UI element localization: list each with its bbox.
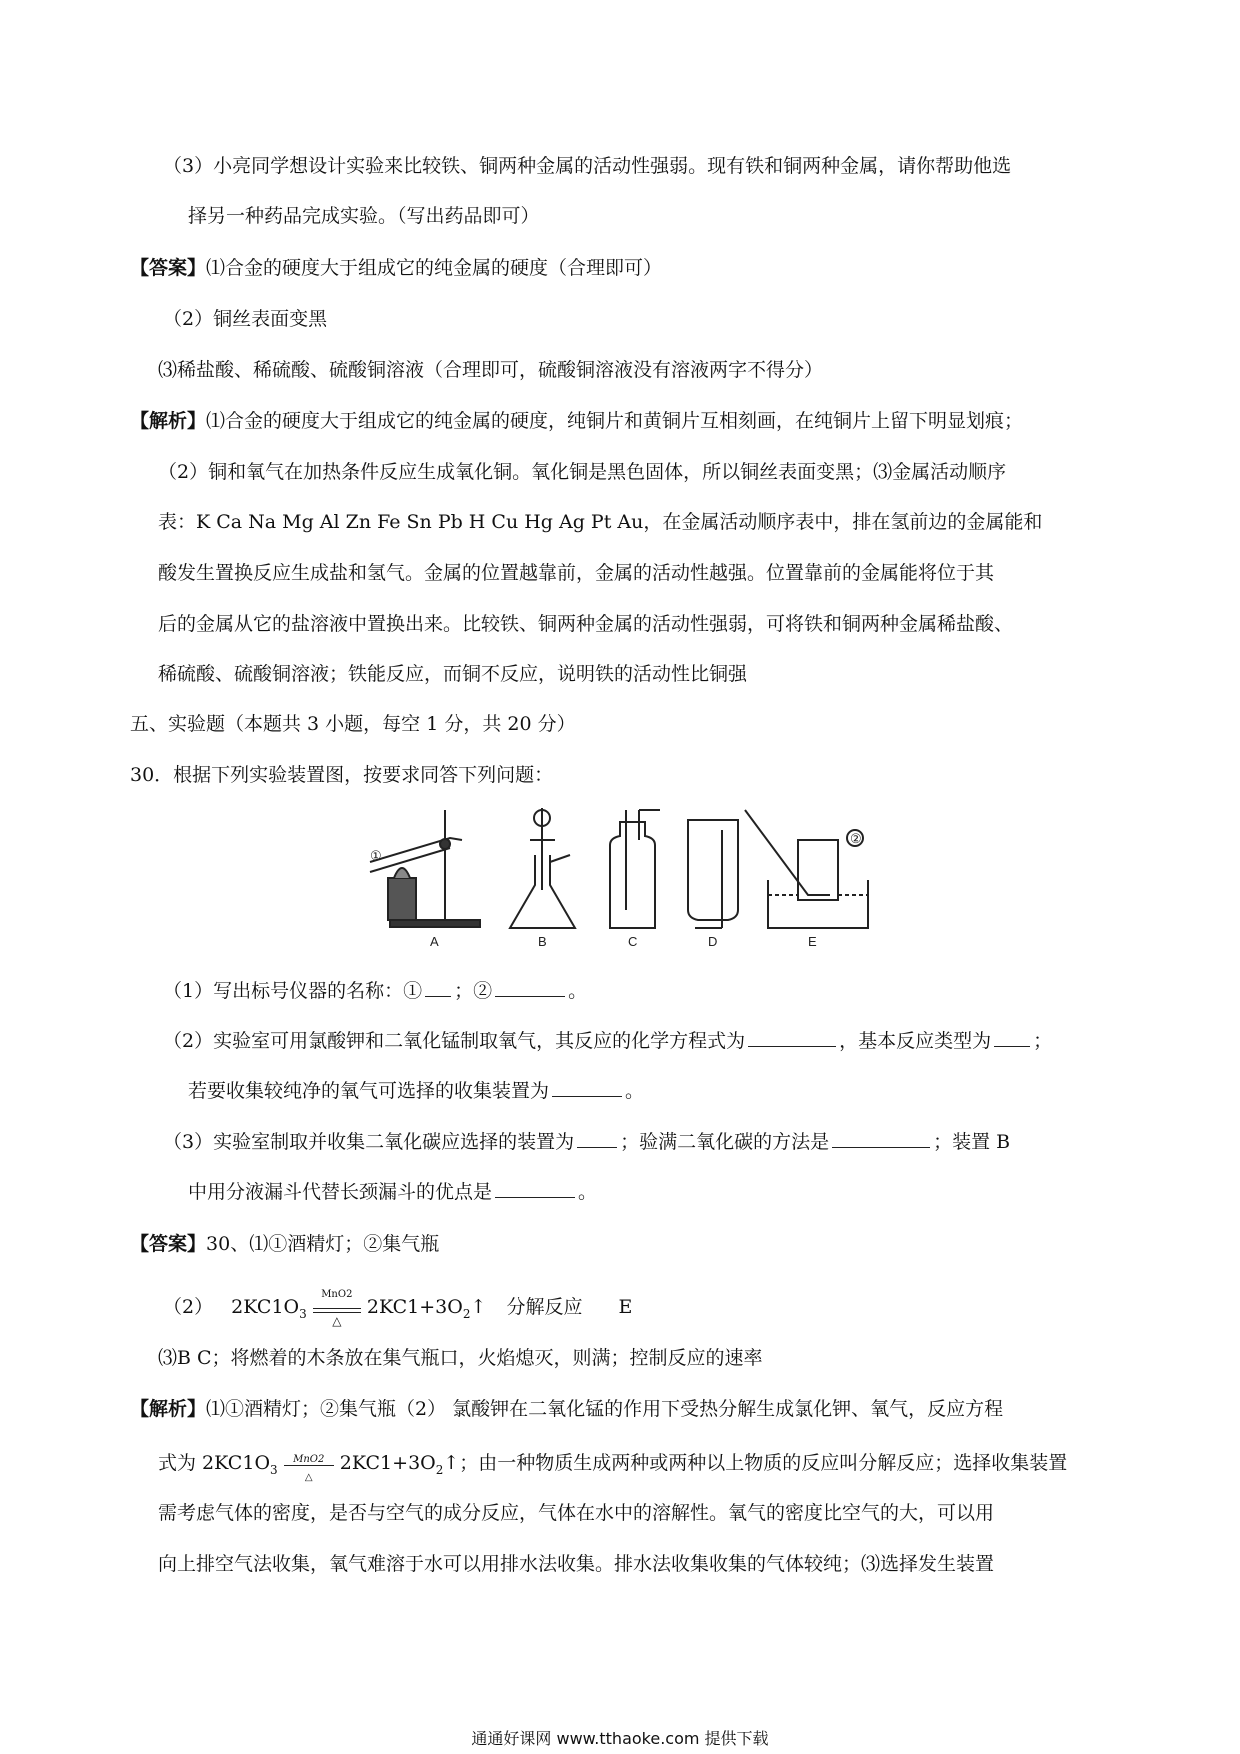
answer-part-label: （2） — [163, 1296, 214, 1318]
blank-1 — [425, 978, 451, 997]
q30-stem: 30．根据下列实验装置图，按要求同答下列问题： — [130, 764, 554, 786]
apparatus-e — [745, 810, 868, 928]
analysis-text: ⑴合金的硬度大于组成它的纯金属的硬度，纯铜片和黄铜片互相刻画，在纯铜片上留下明显划痕； — [206, 410, 1024, 432]
blank-3 — [748, 1028, 836, 1047]
q30-p2-text-a: （2）实验室可用氯酸钾和二氧化锰制取氧气，其反应的化学方程式为 — [163, 1030, 746, 1052]
q30-part2-line2 — [188, 1078, 644, 1104]
analysis-text: ⑴①酒精灯；②集气瓶（2） 氯酸钾在二氧化锰的作用下受热分解生成氯化钾、氧气，反应方程 — [206, 1398, 1004, 1420]
analysis-text: 2KC1+3O — [339, 1452, 436, 1474]
answer-text: ⑴合金的硬度大于组成它的纯金属的硬度（合理即可） — [206, 257, 663, 279]
label-d: D — [708, 934, 718, 949]
q29-answer-line2: （2）铜丝表面变黑 — [163, 308, 328, 330]
q30-part2-line1 — [163, 1028, 1052, 1054]
heat-symbol: △ — [332, 1313, 342, 1328]
blank-7 — [832, 1129, 930, 1148]
q29-analysis-line1 — [130, 408, 1023, 434]
subscript: 3 — [299, 1306, 307, 1321]
blank-5 — [552, 1078, 622, 1097]
q30-p3-text-d: 中用分液漏斗代替长颈漏斗的优点是 — [188, 1181, 493, 1203]
q30-p3-text-e: 。 — [578, 1181, 598, 1203]
subscript: 2 — [462, 1306, 471, 1321]
q29-part3-line1: （3）小亮同学想设计实验来比较铁、铜两种金属的活动性强弱。现有铁和铜两种金属，请你帮助他选 — [163, 155, 1012, 177]
q29-part3-line2: 择另一种药品完成实验。（写出药品即可） — [188, 205, 540, 227]
q30-analysis-line1 — [130, 1396, 1003, 1422]
q30-analysis-line2 — [158, 1450, 1067, 1483]
label-b: B — [538, 934, 547, 949]
q30-answer-line3: ⑶B C；将燃着的木条放在集气瓶口，火焰熄灭，则满；控制反应的速率 — [158, 1347, 763, 1369]
q30-p1-text-c: 。 — [568, 980, 588, 1002]
reaction-type: 分解反应 — [506, 1296, 583, 1318]
q29-analysis-line2: （2）铜和氧气在加热条件反应生成氧化铜。氧化铜是黑色固体，所以铜丝表面变黑；⑶金属活动顺序 — [158, 461, 1007, 483]
answer-tag: 【答案】 — [130, 257, 207, 279]
subscript: 2 — [435, 1462, 444, 1477]
q29-answer-line1 — [130, 255, 662, 281]
q30-p2-text-d: 若要收集较纯净的氧气可选择的收集装置为 — [188, 1080, 550, 1102]
q30-analysis-line4: 向上排空气法收集，氧气难溶于水可以用排水法收集。排水法收集收集的气体较纯；⑶选择发生装置 — [158, 1553, 995, 1575]
q29-analysis-line4: 酸发生置换反应生成盐和氢气。金属的位置越靠前，金属的活动性越强。位置靠前的金属能将位于其 — [158, 562, 995, 584]
analysis-text: ↑；由一种物质生成两种或两种以上物质的反应叫分解反应；选择收集装置 — [443, 1452, 1068, 1474]
gas-arrow: ↑ — [470, 1296, 487, 1318]
q29-analysis-line6: 稀硫酸、硫酸铜溶液；铁能反应，而铜不反应，说明铁的活动性比铜强 — [158, 663, 748, 685]
page-footer: 通通好课网 www.tthaoke.com 提供下载 — [471, 1729, 769, 1748]
section-heading: 五、实验题（本题共 3 小题，每空 1 分，共 20 分） — [130, 713, 576, 735]
heat-symbol: △ — [304, 1471, 313, 1483]
blank-6 — [577, 1129, 617, 1148]
blank-8 — [495, 1179, 575, 1198]
label-c: C — [628, 934, 638, 949]
answer-tag: 【答案】 — [130, 1233, 207, 1255]
q29-analysis-line5: 后的金属从它的盐溶液中置换出来。比较铁、铜两种金属的活动性强弱，可将铁和铜两种金属稀盐酸、 — [158, 613, 1014, 635]
q30-answer-line2 — [163, 1288, 633, 1328]
q30-part3-line1 — [163, 1129, 1010, 1155]
apparatus-b — [510, 808, 575, 928]
analysis-text: 式为 2KC1O — [158, 1452, 271, 1474]
label-a: A — [430, 934, 439, 949]
q30-p3-text-c: ；装置 B — [933, 1131, 1011, 1153]
label-e: E — [808, 934, 817, 949]
q30-analysis-line3: 需考虑气体的密度，是否与空气的成分反应，气体在水中的溶解性。氧气的密度比空气的大，可以用 — [158, 1502, 995, 1524]
reaction-condition — [284, 1453, 334, 1483]
subscript: 3 — [270, 1462, 278, 1477]
collection-device: E — [618, 1296, 633, 1318]
reaction-condition — [313, 1288, 361, 1328]
equation-reactant: 2KC1O — [231, 1296, 300, 1318]
catalyst-label: MnO2 — [293, 1453, 325, 1465]
equation-products: 2KC1+3O — [366, 1296, 463, 1318]
q30-answer-line1 — [130, 1231, 439, 1257]
apparatus-a — [370, 810, 480, 927]
marker-2: ② — [850, 831, 862, 846]
answer-text: 30、⑴①酒精灯；②集气瓶 — [206, 1233, 440, 1255]
q30-p3-text-a: （3）实验室制取并收集二氧化碳应选择的装置为 — [163, 1131, 575, 1153]
q30-part1 — [163, 978, 587, 1004]
q30-p2-text-b: ，基本反应类型为 — [839, 1030, 992, 1052]
q30-p3-text-b: ；验满二氧化碳的方法是 — [620, 1131, 830, 1153]
apparatus-d — [688, 820, 738, 928]
q30-p2-text-e: 。 — [625, 1080, 645, 1102]
q30-p2-text-c: ； — [1033, 1030, 1053, 1052]
apparatus-figure — [350, 800, 910, 950]
blank-2 — [495, 978, 565, 997]
blank-4 — [994, 1028, 1030, 1047]
q30-p1-text-b: ；② — [454, 980, 493, 1002]
apparatus-c — [610, 810, 660, 928]
catalyst-label: MnO2 — [321, 1288, 353, 1300]
q30-p1-text-a: （1）写出标号仪器的名称：① — [163, 980, 423, 1002]
q30-part3-line2 — [188, 1179, 597, 1205]
q29-analysis-line3: 表：K Ca Na Mg Al Zn Fe Sn Pb H Cu Hg Ag Pt Au，在金属活动顺序表中，排在氢前边的金属能和 — [158, 511, 1043, 533]
marker-1: ① — [370, 848, 382, 863]
analysis-tag: 【解析】 — [130, 1398, 207, 1420]
analysis-tag: 【解析】 — [130, 410, 207, 432]
q29-answer-line3: ⑶稀盐酸、稀硫酸、硫酸铜溶液（合理即可，硫酸铜溶液没有溶液两字不得分） — [158, 359, 824, 381]
